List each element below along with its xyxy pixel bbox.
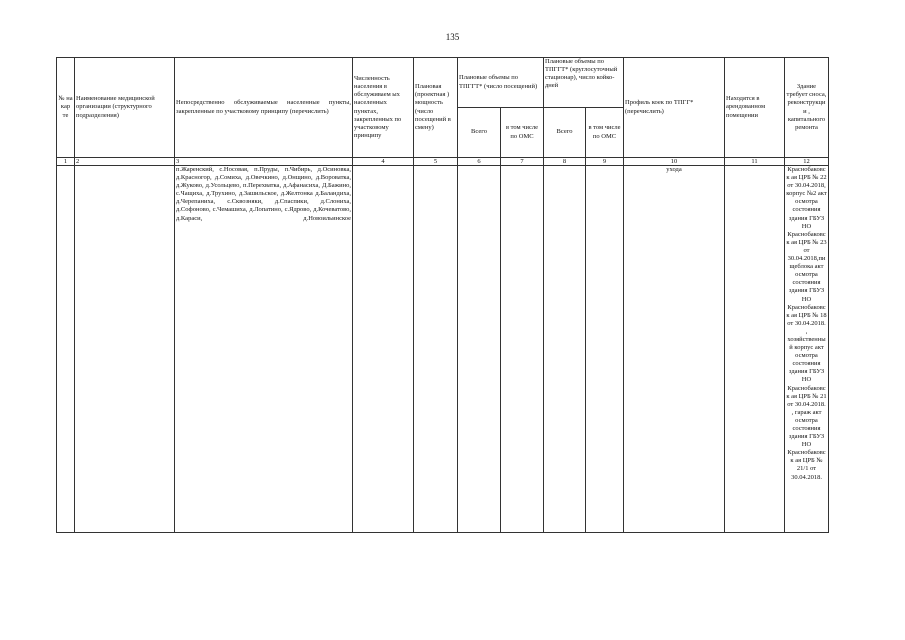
column-number: 2: [75, 158, 175, 166]
header-col-beddays-oms: в том числе по ОМС: [586, 108, 624, 158]
cell-settlements: п.Жаренский, с.Носовая, п.Пруды, п.Чибирь, д.Осиновка, д.Красногор, д.Сомиха, д.Овечкино, д.Онщино, д.Вороватка, д.Жуково, д.Усольцево, п.Перехватка, д.Афанасиха, Д.Бажино, с.Чащиха, д.Трухино, д.Зашильское, д.Желтонка д.Баландиха, д.Черепаниха, с.Сквозняки, д.Спаспики, д.Слониха, д.Софоново, с.Чемашиха, д.Лопатино, с.Ядрово, д.Кочеватово, д.Караси, д.Новоильинское: [175, 166, 353, 533]
cell-number: [57, 166, 75, 533]
facilities-table: [56, 57, 829, 533]
column-numbers-row: [57, 158, 829, 166]
header-col-demolition: Здание требует сноса, реконструкции , капитального ремонта: [785, 58, 829, 158]
header-col-visits-oms: в том числе по ОМС: [501, 108, 544, 158]
column-number: 6: [458, 158, 501, 166]
cell-beddays-oms: [586, 166, 624, 533]
column-number: 3: [175, 158, 353, 166]
column-number: 10: [624, 158, 725, 166]
header-col-capacity: Плановая (проектная ) мощность (число посещений в смену): [414, 58, 458, 158]
header-col-bed-profile: Профиль коек по ТПГГ* (перечислить): [624, 58, 725, 158]
cell-population: [353, 166, 414, 533]
cell-beddays-total: [544, 166, 586, 533]
column-number: 8: [544, 158, 586, 166]
column-number: 12: [785, 158, 829, 166]
column-number: 4: [353, 158, 414, 166]
header-col-settlements: Непосредственно обслуживаемые населенные пункты, закрепленные по участковому принципу (перечислить): [175, 58, 353, 158]
header-col-visits-total: Всего: [458, 108, 501, 158]
header-group-visits: Плановые объемы по ТПГГТ* (число посещений): [458, 58, 544, 108]
header-group-hospital: Плановые объемы по ТПГГТ* (круглосуточный стационар), число койко-дней: [544, 58, 624, 108]
cell-organization: [75, 166, 175, 533]
cell-visits-total: [458, 166, 501, 533]
cell-rented: [725, 166, 785, 533]
cell-bed-profile: ухода: [624, 166, 725, 533]
column-number: 5: [414, 158, 458, 166]
header-col-rented: Находятся в арендованном помещении: [725, 58, 785, 158]
header-col-organization: Наименование медицинской организации (структурного подразделения): [75, 58, 175, 158]
column-number: 7: [501, 158, 544, 166]
header-col-population: Численность населения в обслуживаем ых населенных пунктах, закрепленных по участковому принципу: [353, 58, 414, 158]
cell-demolition: Краснобаковск ая ЦРБ № 22 от 30.04.2018, корпус №2 акт осмотра состояния здания ГБУЗ НО Краснобаковск ая ЦРБ № 23 от 30.04.2018,пи щеблока акт осмотра состояния здания ГБУЗ НО Краснобаковск ая ЦРБ № 18 от 30.04.2018. , хозяйственный корпус акт осмотра состояния здания ГБУЗ НО Краснобаковск ая ЦРБ № 21 от 30.04.2018. , гараж акт осмотра состояния здания ГБУЗ НО Краснобаковск ая ЦРБ № 21/1 от 30.04.2018.: [785, 166, 829, 533]
header-col-beddays-total: Всего: [544, 108, 586, 158]
header-col-number: № на кар те: [57, 58, 75, 158]
cell-visits-oms: [501, 166, 544, 533]
page-number: 135: [445, 32, 460, 42]
column-number: 1: [57, 158, 75, 166]
cell-capacity: [414, 166, 458, 533]
column-number: 11: [725, 158, 785, 166]
column-number: 9: [586, 158, 624, 166]
table-row: [57, 166, 829, 533]
